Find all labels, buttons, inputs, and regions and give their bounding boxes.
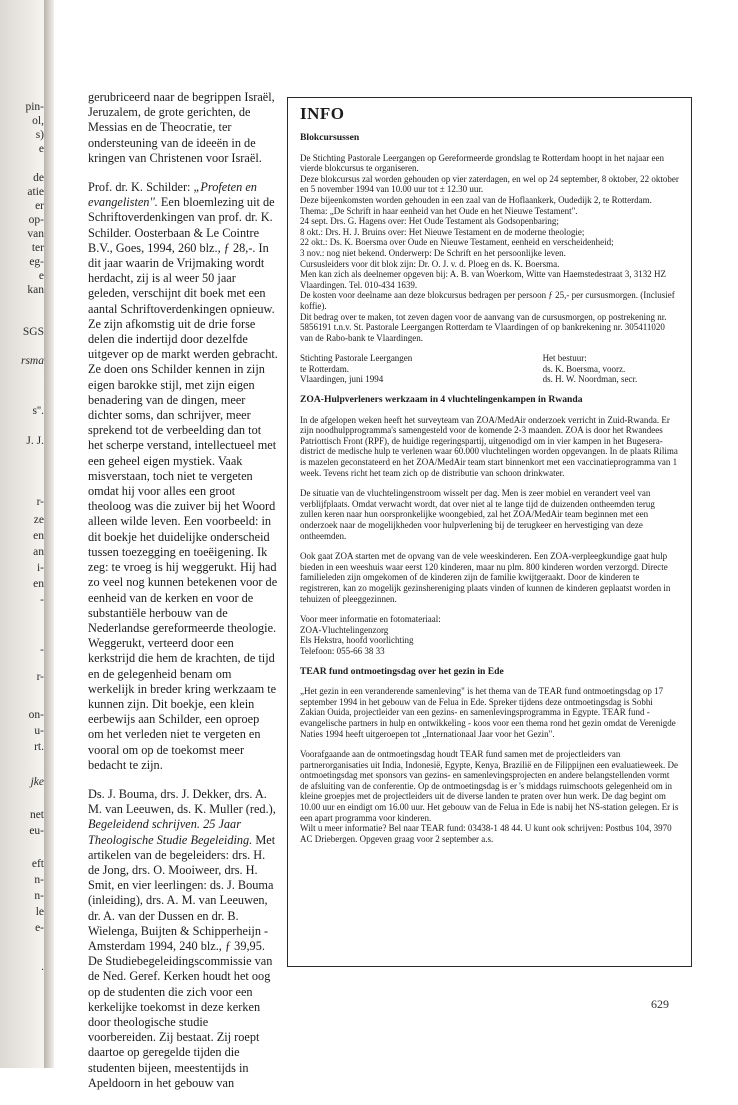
margin-fragment: an bbox=[33, 546, 44, 558]
margin-fragment: eg- bbox=[29, 256, 44, 268]
margin-fragment: eu- bbox=[29, 825, 44, 837]
tear-paragraph: „Het gezin in een veranderende samenleving" is het thema van de TEAR fund ontmoetingsdag op 17 september 1994 in het gebouw van de Felua in Ede. Spreker tijdens deze ontmoetingsdag is Sobhi Zakian Ouida, projectleider van een gezins- en samenlevingsprogramma in Egypte. TEAR fund - evangelische partners in hulp en ontwikkeling - koos voor een thema rond het gezin omdat de Verenigde Naties 1994 heeft uitgeroepen tot „Internationaal Jaar voor het Gezin". bbox=[300, 686, 676, 739]
margin-fragment: e bbox=[38, 270, 44, 282]
margin-fragment: s''. bbox=[32, 405, 44, 417]
margin-fragment: en bbox=[33, 530, 44, 542]
info-title: INFO bbox=[300, 104, 345, 123]
margin-fragment: n- bbox=[34, 874, 44, 886]
signature-line: ds. K. Boersma, voorz. bbox=[542, 363, 626, 374]
margin-fragment: op- bbox=[28, 214, 44, 226]
blokcursus-line: Thema: „De Schrift in haar eenheid van het Oude en het Nieuwe Testament". bbox=[300, 205, 578, 216]
margin-fragment: u- bbox=[34, 725, 44, 737]
signature-line: Het bestuur: bbox=[542, 353, 587, 364]
blokcursus-line: 22 okt.: Ds. K. Boersma over Oude en Nieuwe Testament, eenheid en verscheidenheid; bbox=[300, 237, 614, 248]
signature-left bbox=[300, 353, 482, 385]
review-body: Met artikelen van de begeleiders: drs. H. de Jong, drs. O. Mooiweer, drs. H. Smit, en vier leerlingen: ds. J. Bouma (inleiding), drs. A. M. van Leeuwen, dr. A. van der Dussen en dr. B. Wielenga, Buijten & Schipperheijn - Amsterdam 1994, 240 blz., ƒ 39,95. De Studiebegeleidingscommissie van de Ned. Geref. Kerken houdt het oog op de studenten die zich voor een kerkelijke toekomst in deze kerken door theologische studie voorbereiden. Zij bestaat. Zij roept daartoe op geregelde tijden die studenten bijeen, meestentijds in Apeldoorn in het gebouw van bbox=[88, 832, 276, 1090]
margin-fragment: jke bbox=[30, 776, 44, 788]
section-heading-blokcursussen: Blokcursussen bbox=[300, 132, 360, 143]
blokcursus-intro: De Stichting Pastorale Leergangen op Gereformeerde grondslag te Rotterdam hoopt in het najaar een vierde blokcursus te organiseren. bbox=[300, 152, 664, 174]
margin-fragment: atie bbox=[27, 186, 44, 198]
zoa-paragraph: Ook gaat ZOA starten met de opvang van de vele weeskinderen. Een ZOA-verpleegkundige gaat hulp bieden in een weeshuis waar eerst 120 kinderen, maar nu plm. 800 kinderen worden verzorgd. Directe familieleden zijn omgekomen of de kinderen zijn de familie kwijtgeraakt. Door de kinderen te registreren, kan zo mogelijk gezinshereniging plaats vinden of kunnen de kinderen geplaatst worden in tehuizen of pleeggezinnen. bbox=[300, 551, 671, 604]
tear-paragraph: Wilt u meer informatie? Bel naar TEAR fund: 03438-1 48 44. U kunt ook schrijven: Postbus 104, 3970 AC Driebergen. Opgeven graag voor 2 september a.s. bbox=[300, 823, 672, 844]
review-author: Prof. dr. K. Schilder: bbox=[88, 180, 194, 195]
blokcursus-line: De kosten voor deelname aan deze blokcursus bedragen per persoon ƒ 25,- per cursusmorgen. (Inclusief koffie). bbox=[300, 290, 675, 311]
margin-fragment: er bbox=[35, 200, 44, 212]
margin-fragment: en bbox=[33, 578, 44, 590]
zoa-contact-line: ZOA-Vluchtelingenzorg bbox=[300, 624, 389, 635]
blokcursus-line: 24 sept. Drs. G. Hagens over: Het Oude Testament als Godsopenbaring; bbox=[300, 216, 559, 227]
review-begeleidend bbox=[88, 787, 278, 1091]
book-reviews-column bbox=[88, 90, 278, 1105]
blokcursus-line: 3 nov.: nog niet bekend. Onderwerp: De Schrift en het persoonlijke leven. bbox=[300, 247, 566, 258]
page-number: 629 bbox=[651, 997, 669, 1011]
margin-fragment: le bbox=[35, 906, 44, 918]
margin-fragment: van bbox=[27, 228, 44, 240]
margin-fragment: net bbox=[29, 809, 44, 821]
zoa-paragraph: De situatie van de vluchtelingenstroom wisselt per dag. Men is zeer mobiel en verandert veel van verblijfplaats. Omdat verwacht wordt, dat over niet al te lange tijd de duizenden ontheemden terug zullen keren naar hun oorspronkelijke woongebied, zal het ZOA/MedAir team beginnen met een onderzoek naar de mogelijkheden voor hulpverlening bij de terugkeer en hervestiging van deze ontheemden. bbox=[300, 488, 655, 541]
margin-fragment: rsma bbox=[20, 355, 44, 367]
margin-fragment: SGS bbox=[22, 326, 44, 338]
signature-line: Stichting Pastorale Leergangen bbox=[300, 353, 413, 364]
review-book-title: „Profeten en evangelisten''. bbox=[88, 180, 257, 210]
review-paragraph-israel: gerubriceerd naar de begrippen Israël, Jeruzalem, de grote gerichten, de Messias en de Theocratie, ter ondersteuning van de ideeën in de kringen van Christenen voor Israël. bbox=[88, 90, 275, 165]
margin-fragment: r- bbox=[36, 671, 44, 683]
margin-fragment: - bbox=[40, 644, 44, 656]
margin-fragment: rt. bbox=[34, 741, 44, 753]
page-gutter bbox=[44, 0, 54, 1068]
review-schilder bbox=[88, 180, 278, 773]
margin-fragment: ter bbox=[31, 242, 44, 254]
info-box bbox=[287, 97, 692, 967]
margin-fragment: ze bbox=[33, 514, 44, 526]
section-heading-tear-fund: TEAR fund ontmoetingsdag over het gezin in Ede bbox=[300, 665, 504, 677]
signature-block bbox=[300, 353, 679, 385]
review-book-title: Begeleidend schrijven. 25 Jaar Theologische Studie Begeleiding. bbox=[88, 817, 253, 847]
margin-fragment: r- bbox=[36, 496, 44, 508]
blokcursus-line: Men kan zich als deelnemer opgeven bij: A. B. van Woerkom, Witte van Haemstedestraat 3, 3132 HZ Vlaardingen. Tel. 010-434 1639. bbox=[300, 269, 666, 290]
margin-fragment: i- bbox=[36, 562, 44, 574]
margin-fragment: kan bbox=[27, 284, 44, 296]
margin-fragment: de bbox=[33, 172, 44, 184]
review-body: Een bloemlezing uit de Schriftoverdenkingen van prof. dr. K. Schilder. Oosterbaan & Le Cointre B.V., Goes, 1994, 260 blz., ƒ 28,-. In dit jaar waarin de Vrijmaking wordt herdacht, zij is al weer 50 jaar geleden, verschijnt dit boek met een aantal Schriftoverdenkingen opnieuw. Ze zijn afkomstig uit de drie forse delen die indertijd door dezelfde uitgever op de markt werden gebracht. Ze doen ons Schilder kennen in zijn eigen barokke stijl, met zijn eigen benadering van de dingen, meer dichter soms, dan schrijver, meer sprekend tot de verbeelding dan tot het scherpe verstand, intellectueel met een geheel eigen mystiek. Vaak misverstaan, toch niet te vergeten omdat hij voor alles een groot theoloog was die zuiver bij het Woord alleen wilde leven. Een voorbeeld: in dit boekje het duidelijke onderscheid tussen toezegging en toeëigening. Ik zeg: te vroeg is hij weggerukt. Hij had zo veel nog kunnen betekenen voor de eenheid van de kerken en voor de substantiële herbouw van de Nederlandse gereformeerde theologie. Weggerukt, verteerd door een kerkstrijd die hem de krachten, de tijd en de gelegenheid benam om werkelijk in breder kring werkzaam te kunnen zijn. Dit boekje, een klein eerbewijs aan Schilder, een oproep om het verleden niet te vergeten en vooral om op de toekomst meer bedacht te zijn. bbox=[88, 195, 278, 772]
tear-paragraph: Voorafgaande aan de ontmoetingsdag houdt TEAR fund samen met de projectleiders van partnerorganisaties uit India, Indonesië, Egypte, Kenya, Brazilië en de Filippijnen een evaluatieweek. De ontmoetingsdag met sponsors van gezins- en samenlevingsprojecten en andere belangstellenden vormt de afsluiting van de conferentie. Op de ontmoetingsdag is er 's middags ruimschoots gelegenheid om in kleine groepjes met de projectleiders uit de diverse landen te praten over hun werk. De dag begint om 10.00 uur en eindigt om 16.00 uur. Het gebouw van de Felua in Ede is nabij het NS-station gelegen. Er is een apart programma voor kinderen. bbox=[300, 749, 679, 823]
blokcursus-line: 8 okt.: Drs. H. J. Bruins over: Het Nieuwe Testament en de moderne theologie; bbox=[300, 226, 585, 237]
margin-fragment: J. J. bbox=[26, 435, 44, 447]
margin-fragment: s) bbox=[35, 129, 44, 141]
zoa-contact-line: Els Hekstra, hoofd voorlichting bbox=[300, 635, 414, 646]
margin-fragment: pin- bbox=[25, 101, 44, 113]
zoa-paragraph: In de afgelopen weken heeft het surveyteam van ZOA/MedAir onderzoek verricht in Zuid-Rwanda. Er zijn noodhulpprogramma's samengesteld voor de komende 2-3 maanden. ZOA is door het Rwandees Patriottisch Front (RPF), de huidige regeringspartij, uitgenodigd om in vier kampen in het Bugesera-district de medische hulp te verlenen waar 60.000 vluchtelingen worden opgevangen. In de plaats Rilima is mazelen geconstateerd en het ZOA/MedAir team start binnenkort met een vaccinatieprogramma van 1 week. Tevens richt het team zich op de distributie van schoon drinkwater. bbox=[300, 414, 678, 478]
margin-fragment: . bbox=[41, 961, 44, 973]
signature-line: ds. H. W. Noordman, secr. bbox=[542, 374, 638, 385]
margin-fragment: on- bbox=[28, 709, 44, 721]
blokcursus-line: Cursusleiders voor dit blok zijn: Dr. O. J. v. d. Ploeg en ds. K. Boersma. bbox=[300, 258, 560, 269]
zoa-contact-line: Voor meer informatie en fotomateriaal: bbox=[300, 614, 441, 625]
zoa-contact-line: Telefoon: 055-66 38 33 bbox=[300, 645, 385, 656]
blokcursus-line: Deze bijeenkomsten worden gehouden in een zaal van de Hoflaankerk, Oudedijk 2, te Rotterdam. bbox=[300, 194, 652, 205]
margin-fragment: - bbox=[40, 594, 44, 606]
review-authors: Ds. J. Bouma, drs. J. Dekker, drs. A. M. van Leeuwen, ds. K. Muller (red.), bbox=[88, 786, 276, 817]
margin-fragment: n- bbox=[34, 890, 44, 902]
signature-right bbox=[543, 353, 679, 385]
margin-fragment: eft bbox=[31, 858, 44, 870]
margin-fragment: ol, bbox=[32, 115, 44, 127]
section-heading-zoa: ZOA-Hulpverleners werkzaam in 4 vluchtelingenkampen in Rwanda bbox=[300, 394, 583, 406]
margin-fragment: e bbox=[38, 143, 44, 155]
previous-page-edge bbox=[0, 0, 44, 1068]
signature-line: te Rotterdam. bbox=[300, 363, 349, 374]
margin-fragment: e- bbox=[35, 922, 44, 934]
blokcursus-line: Deze blokcursus zal worden gehouden op vier zaterdagen, en wel op 24 september, 8 oktober, 22 oktober en 5 november 1994 van 10.00 uur tot ± 12.30 uur. bbox=[300, 173, 679, 195]
blokcursus-line: Dit bedrag over te maken, tot zeven dagen voor de aanvang van de cursusmorgen, op postrekening nr. 5856191 t.n.v. St. Pastorale Leergangen Rotterdam te Vlaardingen of op bankrekening nr. 305411020 van de Rabo-bank te Vlaardingen. bbox=[300, 311, 667, 343]
signature-line: Vlaardingen, juni 1994 bbox=[300, 374, 384, 385]
